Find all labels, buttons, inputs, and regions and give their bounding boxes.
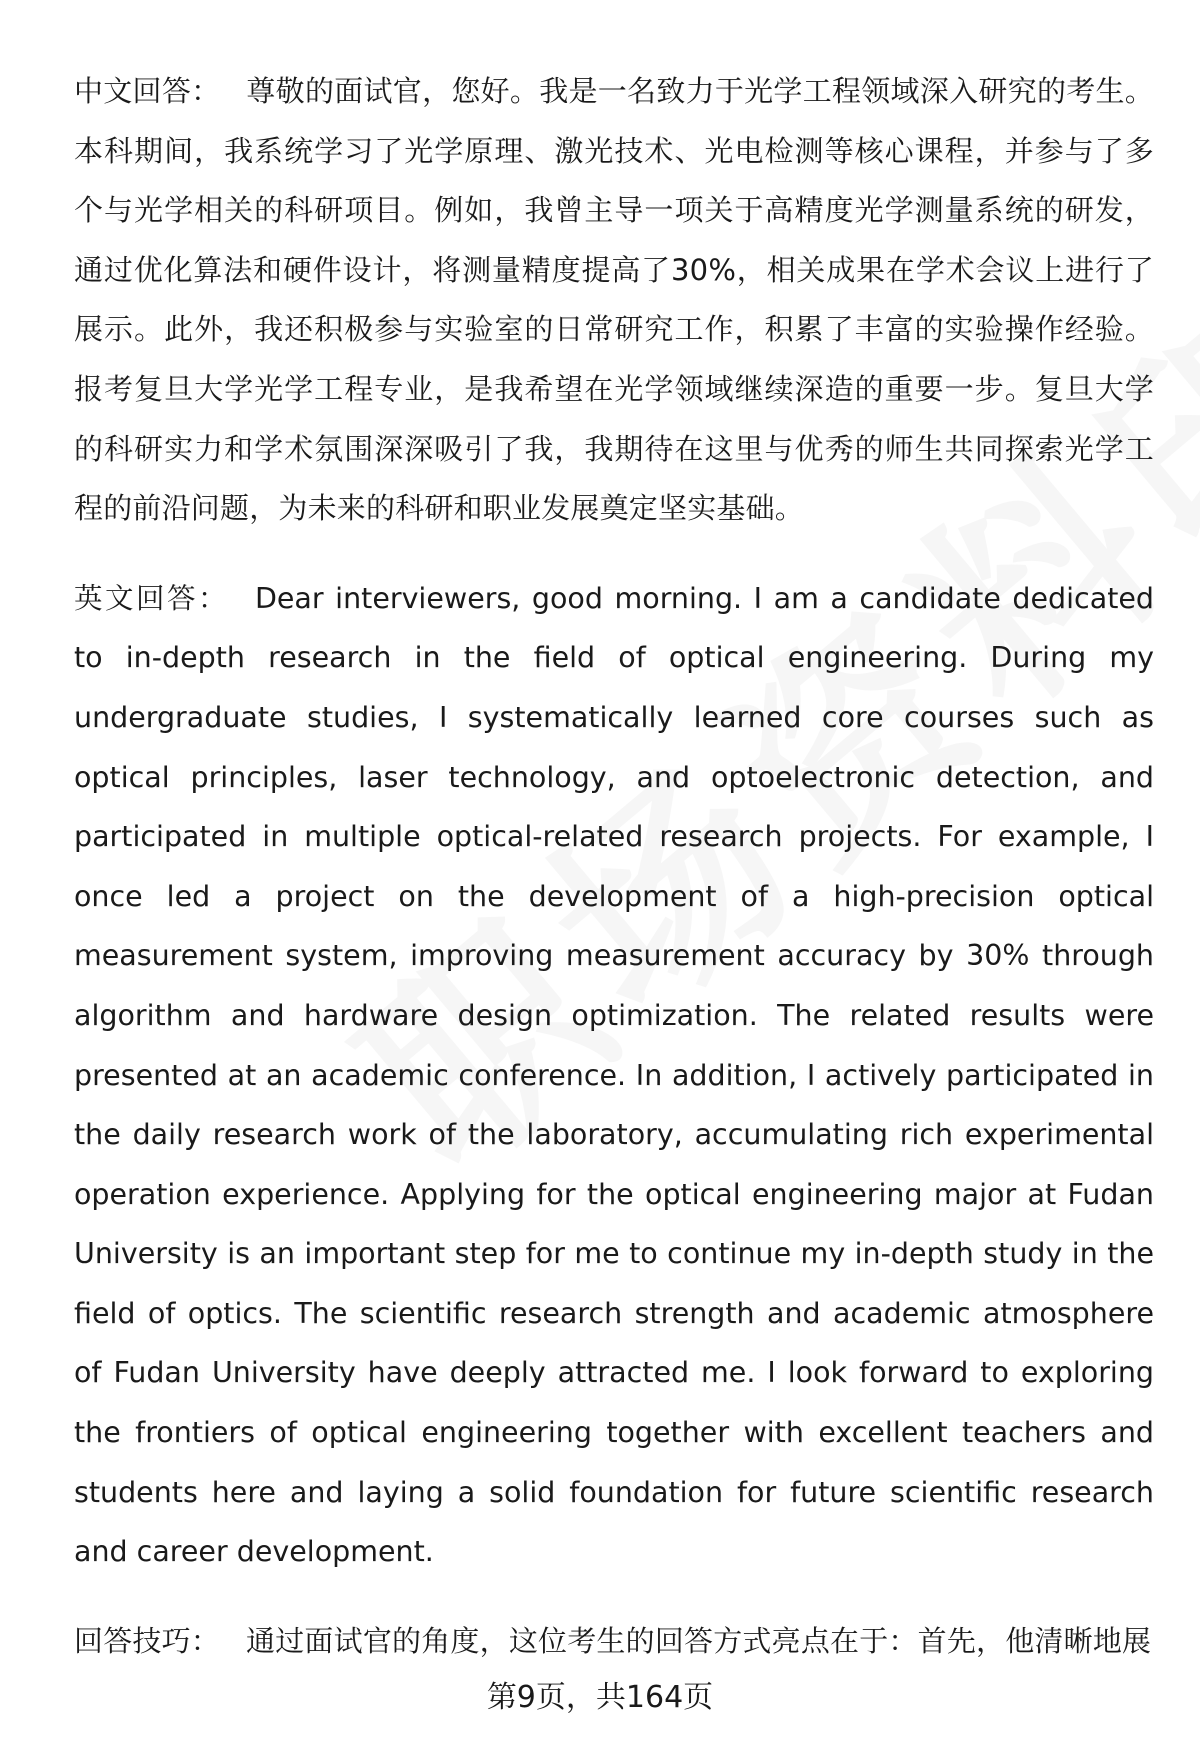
answer-tips-paragraph (74, 1612, 1154, 1672)
page-number-footer: 第9页，共164页 (486, 1680, 714, 1715)
english-answer-paragraph (74, 569, 1154, 1582)
document-body (74, 62, 1154, 1701)
answer-tips-text: 通过面试官的角度，这位考生的回答方式亮点在于：首先，他清晰地展 (246, 1623, 1152, 1658)
english-answer-label: 英文回答： (74, 581, 229, 615)
answer-tips-label: 回答技巧： (74, 1623, 221, 1658)
chinese-answer-text: 尊敬的面试官，您好。我是一名致力于光学工程领域深入研究的考生。本科期间，我系统学习了光学原理、激光技术、光电检测等核心课程，并参与了多个与光学相关的科研项目。例如，我曾主导一项关于高精度光学测量系统的研发，通过优化算法和硬件设计，将测量精度提高了30%，相关成果在学术会议上进行了展示。此外，我还积极参与实验室的日常研究工作，积累了丰富的实验操作经验。报考复旦大学光学工程专业，是我希望在光学领域继续深造的重要一步。复旦大学的科研实力和学术氛围深深吸引了我，我期待在这里与优秀的师生共同探索光学工程的前沿问题，为未来的科研和职业发展奠定坚实基础。 (74, 74, 1154, 526)
chinese-answer-paragraph (74, 62, 1154, 539)
english-answer-text: Dear interviewers, good morning. I am a candidate dedicated to in-depth research in the field of optical engineering. During my undergraduate studies, I systematically learned core courses such as optical principles, laser technology, and optoelectronic detection, and participated in multiple optical-related research projects. For example, I once led a project on the development of a high-precision optical measurement system, improving measurement accuracy by 30% through algorithm and hardware design optimization. The related results were presented at an academic conference. In addition, I actively participated in the daily research work of the laboratory, accumulating rich experimental operation experience. Applying for the optical engineering major at Fudan University is an important step for me to continue my in-depth study in the field of optics. The scientific research strength and academic atmosphere of Fudan University have deeply attracted me. I look forward to exploring the frontiers of optical engineering together with excellent teachers and students here and laying a solid foundation for future scientific research and career development. (74, 581, 1154, 1569)
chinese-answer-label: 中文回答： (74, 74, 221, 108)
